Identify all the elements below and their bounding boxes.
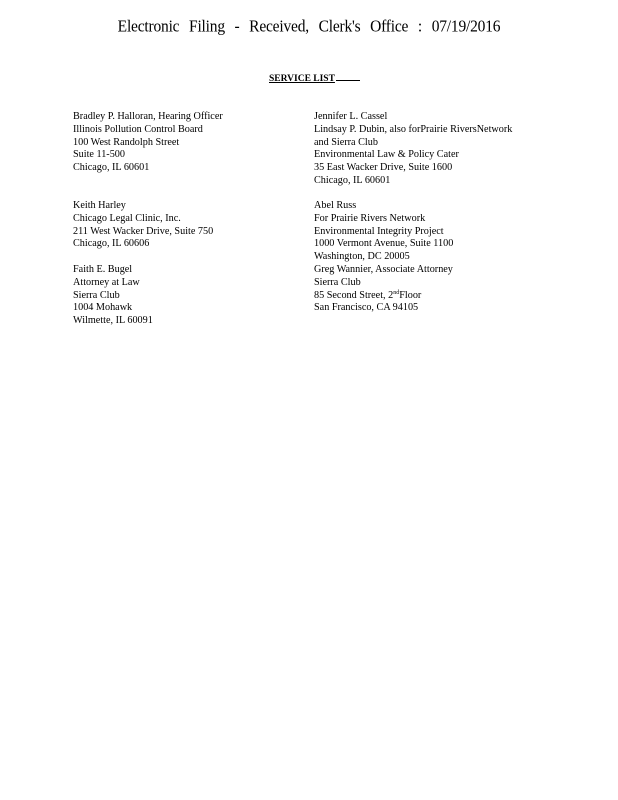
contact-line: Environmental Integrity Project bbox=[314, 225, 444, 237]
contact-line: 1000 Vermont Avenue, Suite 1100 bbox=[314, 238, 454, 250]
service-contact-wannier bbox=[314, 264, 453, 315]
service-list-title bbox=[269, 74, 360, 84]
contact-line: Chicago, IL 60601 bbox=[314, 174, 391, 186]
contact-line: For Prairie Rivers Network bbox=[314, 212, 426, 224]
service-list-title-text: SERVICE LIST bbox=[269, 74, 335, 84]
service-contact-harley bbox=[73, 200, 213, 251]
contact-line: 35 East Wacker Drive, Suite 1600 bbox=[314, 162, 453, 174]
contact-line: Attorney at Law bbox=[73, 276, 140, 288]
contact-line: Chicago, IL 60606 bbox=[73, 238, 150, 250]
contact-line: Chicago Legal Clinic, Inc. bbox=[73, 212, 181, 224]
service-contact-cassel-dubin bbox=[314, 111, 512, 188]
contact-line: Greg Wannier, Associate Attorney bbox=[314, 264, 453, 275]
contact-line: 1004 Mohawk bbox=[73, 302, 133, 314]
contact-line: Environmental Law & Policy Cater bbox=[314, 149, 459, 161]
service-contact-bugel bbox=[73, 264, 153, 328]
contact-line: Washington, DC 20005 bbox=[314, 251, 410, 263]
contact-line: Wilmette, IL 60091 bbox=[73, 315, 153, 327]
contact-line: Suite 11-500 bbox=[73, 149, 125, 161]
service-contact-russ bbox=[314, 200, 453, 264]
contact-line: Sierra Club bbox=[73, 289, 120, 301]
contact-line: and Sierra Club bbox=[314, 136, 378, 148]
ordinal-suffix: nd bbox=[393, 289, 400, 296]
contact-line: Illinois Pollution Control Board bbox=[73, 123, 203, 135]
contact-line: Sierra Club bbox=[314, 276, 361, 288]
contact-line: Abel Russ bbox=[314, 200, 357, 211]
contact-line: Lindsay P. Dubin, also forPrairie RiversNetwork bbox=[314, 123, 513, 135]
address-floor: Floor bbox=[399, 289, 422, 301]
contact-line: Bradley P. Halloran, Hearing Officer bbox=[73, 111, 223, 122]
contact-line: Faith E. Bugel bbox=[73, 264, 133, 275]
contact-address-line bbox=[314, 290, 453, 303]
contact-line: 100 West Randolph Street bbox=[73, 136, 180, 148]
service-contact-halloran bbox=[73, 111, 223, 175]
filing-stamp-header: Electronic Filing - Received, Clerk's Office : 07/19/2016 bbox=[117, 17, 501, 37]
contact-line: 211 West Wacker Drive, Suite 750 bbox=[73, 225, 214, 237]
contact-line: Jennifer L. Cassel bbox=[314, 111, 388, 122]
address-street: 85 Second Street, 2 bbox=[314, 289, 394, 301]
contact-line: Chicago, IL 60601 bbox=[73, 162, 150, 174]
contact-line: San Francisco, CA 94105 bbox=[314, 302, 419, 314]
contact-line: Keith Harley bbox=[73, 200, 126, 211]
title-underline-extension bbox=[336, 80, 360, 81]
